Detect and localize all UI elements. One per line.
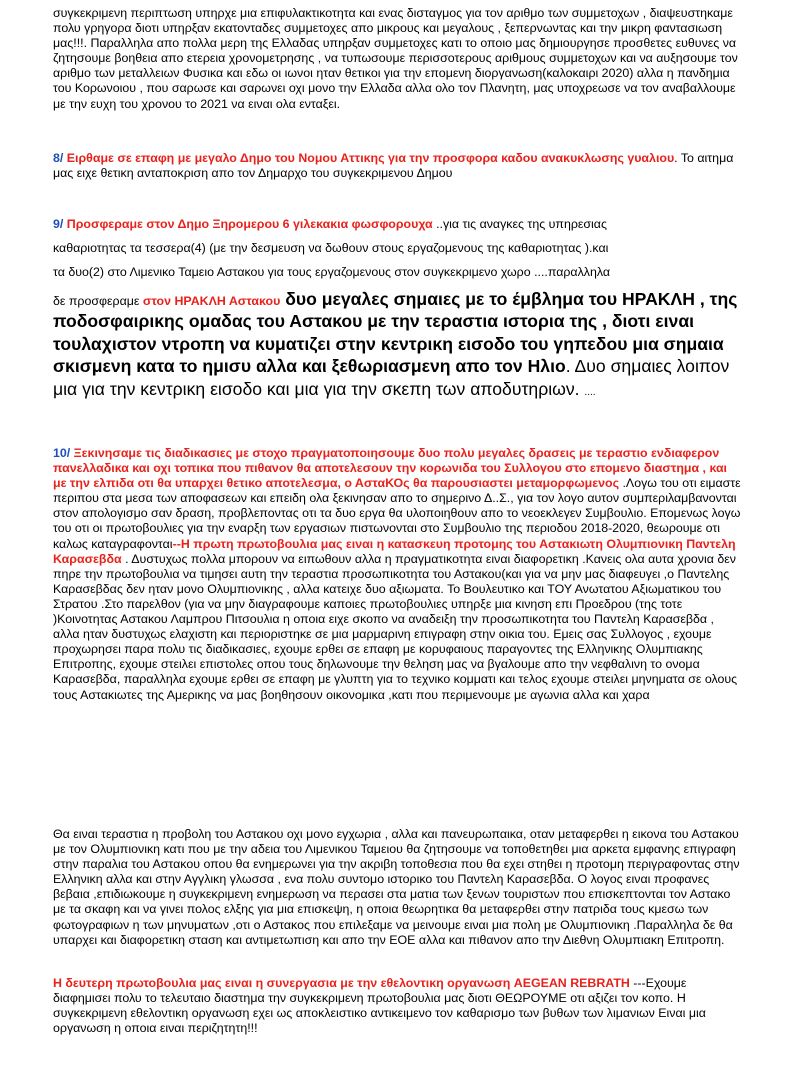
second-initiative-paragraph: [53, 976, 743, 1036]
item-9-heraklis: στον ΗΡΑΚΛΗ Αστακου: [142, 294, 281, 308]
item-8-text: . Το αιτημα μας ειχε θετικη ανταποκριση απο τον Δημαρχο του συγκεκριμενου Δημου: [53, 151, 734, 181]
item-9-flags: [53, 288, 743, 400]
item-9-text-4: δε προσφεραμε: [53, 294, 143, 308]
item-10-number: 10/: [53, 446, 71, 460]
item-8-number: 8/: [53, 151, 64, 165]
item-9-text-1: ..για τις αναγκες της υπηρεσιας: [432, 217, 607, 231]
item-9-line-3: τα δυο(2) στο Λιμενικο Ταμειο Αστακου για τους εργαζομενους στον συγκεκριμενο χωρο ....παραλληλα: [53, 265, 611, 279]
item-9-flags-text: . Δυο σημαιες λοιπον μια για την κεντρικη εισοδο και μια για την σκεπη των αποδυτηριων.: [53, 356, 730, 399]
item-9-number: 9/: [53, 217, 64, 231]
item-9-paragraph: [53, 212, 743, 400]
olympic-paragraph: Θα ειναι τεραστια η προβολη του Αστακου οχι μονο εγχωρια , αλλα και πανευρωπαικα, οταν μεταφερθει η εικονα του Αστακου με τον Ολυμπιονικη κατι που με την αδεια του Λιμενικου Ταμειου θα ζητησουμε να τοποθετηθει μια αρκετα εμφανης επιγραφη στην παραλια του Αστακου οπου θα ενημερωνει για την ακριβη τοποθεσια που θα εχει στηθει η προτομη περιγραφοντας στην Ελληνικη αλλα και στην Αγγλικη γλωσσα , ενα πολυ συντομο ιστορικο του Παντελη Καρασεβδα. Ο λογος ειναι προφανες βεβαια ,επιδιωκουμε η συγκεκριμενη ενημερωση να περασει στα ματια των ξενων τουριστων που επισκεπτονται τον Αστακο με τα σκαφη και να γινει πολος ελξης για μια επισκεψη, η οποια θεωρητικα θα μεταφερθει στην πατριδα τους κμεσω των φωτογραφιων η των μηνυματων ,οτι ο Αστακος που επιλεξαμε να μεινουμε ειναι μια πολη με Ολυμπιονικη .Παραλληλα δε θα υπαρχει και διαφορετικη σταση και αντιμετωπιση και απο την ΕΟΕ αλλα και πιθανον απο την Διεθνη Ολυμπιακη Επιτροπη.: [53, 827, 740, 947]
second-initiative-text: ---Εχουμε διαφημισει πολυ το τελευταιο διαστημα την συγκεκριμενη πρωτοβουλια μας διοτι ΘΕΩΡΟΥΜΕ οτι αξιζει τον κοπο. Η συγκεκριμενη εθελοντικη οργανωση εχει ως αποκλειστικο αντικειμενο τον καθαρισμο των βυθων των λιμανιων Ειναι μια οργανωση η οποια ειναι περιζητητη!!!: [53, 976, 706, 1036]
item-10-highlight: Ξεκινησαμε τις διαδικασιες με στοχο πραγματοποιησουμε δυο πολυ μεγαλες δρασεις με τεραστιο ενδιαφερον πανελλαδικα και οχι τοπικα που πιθανον θα αποτελεσουν την κορωνιδα του Συλλογου στο επομενο διαστημα , και με την ελπιδα οτι θα υπαρχει θετικο αποτελεσμα, ο ΑσταΚΟς θα παρουσιαστει μεταμορφωμενος: [53, 446, 728, 491]
item-10-bust-initiative: --Η πρωτη πρωτοβουλια μας ειναι η κατασκευη προτομης του Αστακιωτη Ολυμπιονικη Παντελη Καρασεβδα: [53, 536, 736, 566]
intro-paragraph: συγκεκριμενη περιπτωση υπηρχε μια επιφυλακτικοτητα και ενας δισταγμος για τον αριθμο των συμμετοχων , διαψευστηκαμε πολυ γρηγορα διοτι υπηρξαν εκατονταδες συμμετοχες απο μικρους και μεγαλους , ξεπερνωντας και την μικρη φαντασιωση μας!!!. Παραλληλα απο πολλα μερη της Ελλαδας υπηρξαν συμμετοχες κατι το οποιο μας δημιουργησε προσθετες ευθυνες να ζητησουμε βοηθεια απο ετερεια χρονομετρησης , να τυπωσουμε περισσοτερους αριθμους συμμετοχων και να αυξησουμε τον αριθμο των μεταλλειων Φυσικα και εδω οι ιωνοι ηταν θετικοι για την επομενη διοργανωση(καλοκαιρι 2020) αλλα η πανδημια του Κορωνοιου , που σαρωσε και σαρωνει οχι μονο την Ελλαδα αλλα ολο τον Πλανητη, μας υποχρεωσε να τον αναβαλλουμε με την ευχη του χρονου το 2021 να ειναι ολα ενταξει.: [53, 6, 738, 111]
item-8-paragraph: [53, 151, 743, 181]
item-9-line-2: καθαριοτητας τα τεσσερα(4) (με την δεσμευση να δωθουν στους εργαζομενους της καθαριοτητας ).και: [53, 241, 609, 255]
item-8-highlight: Ειρθαμε σε επαφη με μεγαλο Δημο του Νομου Αττικης για την προσφορα καδου ανακυκλωσης γυαλιου: [63, 151, 675, 165]
item-10-paragraph: [53, 446, 743, 703]
item-10-text-2: . Δυστυχως πολλα μπορουν να ειπωθουν αλλα η πραγματικοτητα ειναι διαφορετικη .Κανεις ολα αυτα χρονια δεν πηρε την πρωτοβουλια να τιμησει αυτη την τεραστια προσωπικοτητα του Αστακου(και για να μην μας διαφευγει ,ο Παντελης Καρασεβδας δεν ηταν μονο Ολυμπιονικης , αλλα κατειχε δυο αξιωματα. Το Βουλευτικο και ΤΟΥ Ανωτατου Αξιωματικου του Στρατου .Στο παρελθον (για να μην διαγραφουμε καποιες πρωτοβουλιες υπηρξε μια κινηση επι Προεδρου (της τοτε )Κοινοτητας Αστακου Λαμπρου Πιτσουλια η οποια ειχε σκοπο να αναδειξη την προσωπικοτητα του Παντελη Καρασεβδα , αλλα ηταν δυστυχως ελαχιστη και περιοριστηκε σε μια μαρμαρινη επιγραφη στην οικια του. Εμεις σας Συλλογος , εχουμε προχωρησει παρα πολυ τις διαδικασιες, εχουμε ερθει σε επαφη με κορυφαιους παραγοντες της Ελληνικης Ολυμπιακης Επιτροπης, εχουμε στειλει επιστολες οπου τους δηλωνουμε την θεληση μας να βγαλουμε απο την νεφθαλινη το ονομα Καρασεβδα, παραλληλα εχουμε ερθει σε επαφη με γλυπτη για το τεχνικο κομματι και τελος εχουμε στειλει μηνηματα σε ολους τους Αστακιωτες της Αμερικης να μας βοηθησουν οικονομικα ,κατι που περιμενουμε με αγωνια αλλα και χαρα: [53, 551, 738, 702]
item-9-line-1: [53, 212, 743, 236]
item-9-ellipsis: ....: [584, 386, 596, 398]
item-10-text-1: .Λογω του οτι ειμαστε περιπου στα μεσα των αποφασεων και επειδη ολα ξεκινησαν απο το σημερινο Δ..Σ., για τον λογο αυτον συμπεριλαμβανονται στον απολογισμο σαν δραση, προβλεποντας οτι τα δυο εργα θα υλοποιηθουν απο το νεοεκλεγεν Συμβουλιο. Επομενως λογω του οτι οι πρωτοβουλιες για την εναρξη των εργασιων πιστωνονται στο Συμβουλιο της περιοδου 2018-2020, θεωρουμε οτι καλως καταγραφονται: [53, 476, 741, 551]
item-9-flags-emphasis: δυο μεγαλες σημαιες με το έμβλημα του ΗΡΑΚΛΗ , της ποδοσφαιρικης ομαδας του Αστακου με την τεραστια ιστορια της , διοτι ειναι τουλαχιστον ντροπη να κυματιζει στην κεντρικη εισοδο του γηπεδου μια σημαια σκισμενη κατα το ημισυ αλλα και ξεθωριασμενη απο τον Ηλιο: [53, 289, 738, 377]
item-9-highlight: Προσφεραμε στον Δημο Ξηρομερου 6 γιλεκακια φωσφορουχα: [63, 217, 433, 231]
second-initiative-highlight: Η δευτερη πρωτοβουλια μας ειναι η συνεργασια με την εθελοντικη οργανωση AEGEAN REBRATH: [53, 976, 630, 990]
